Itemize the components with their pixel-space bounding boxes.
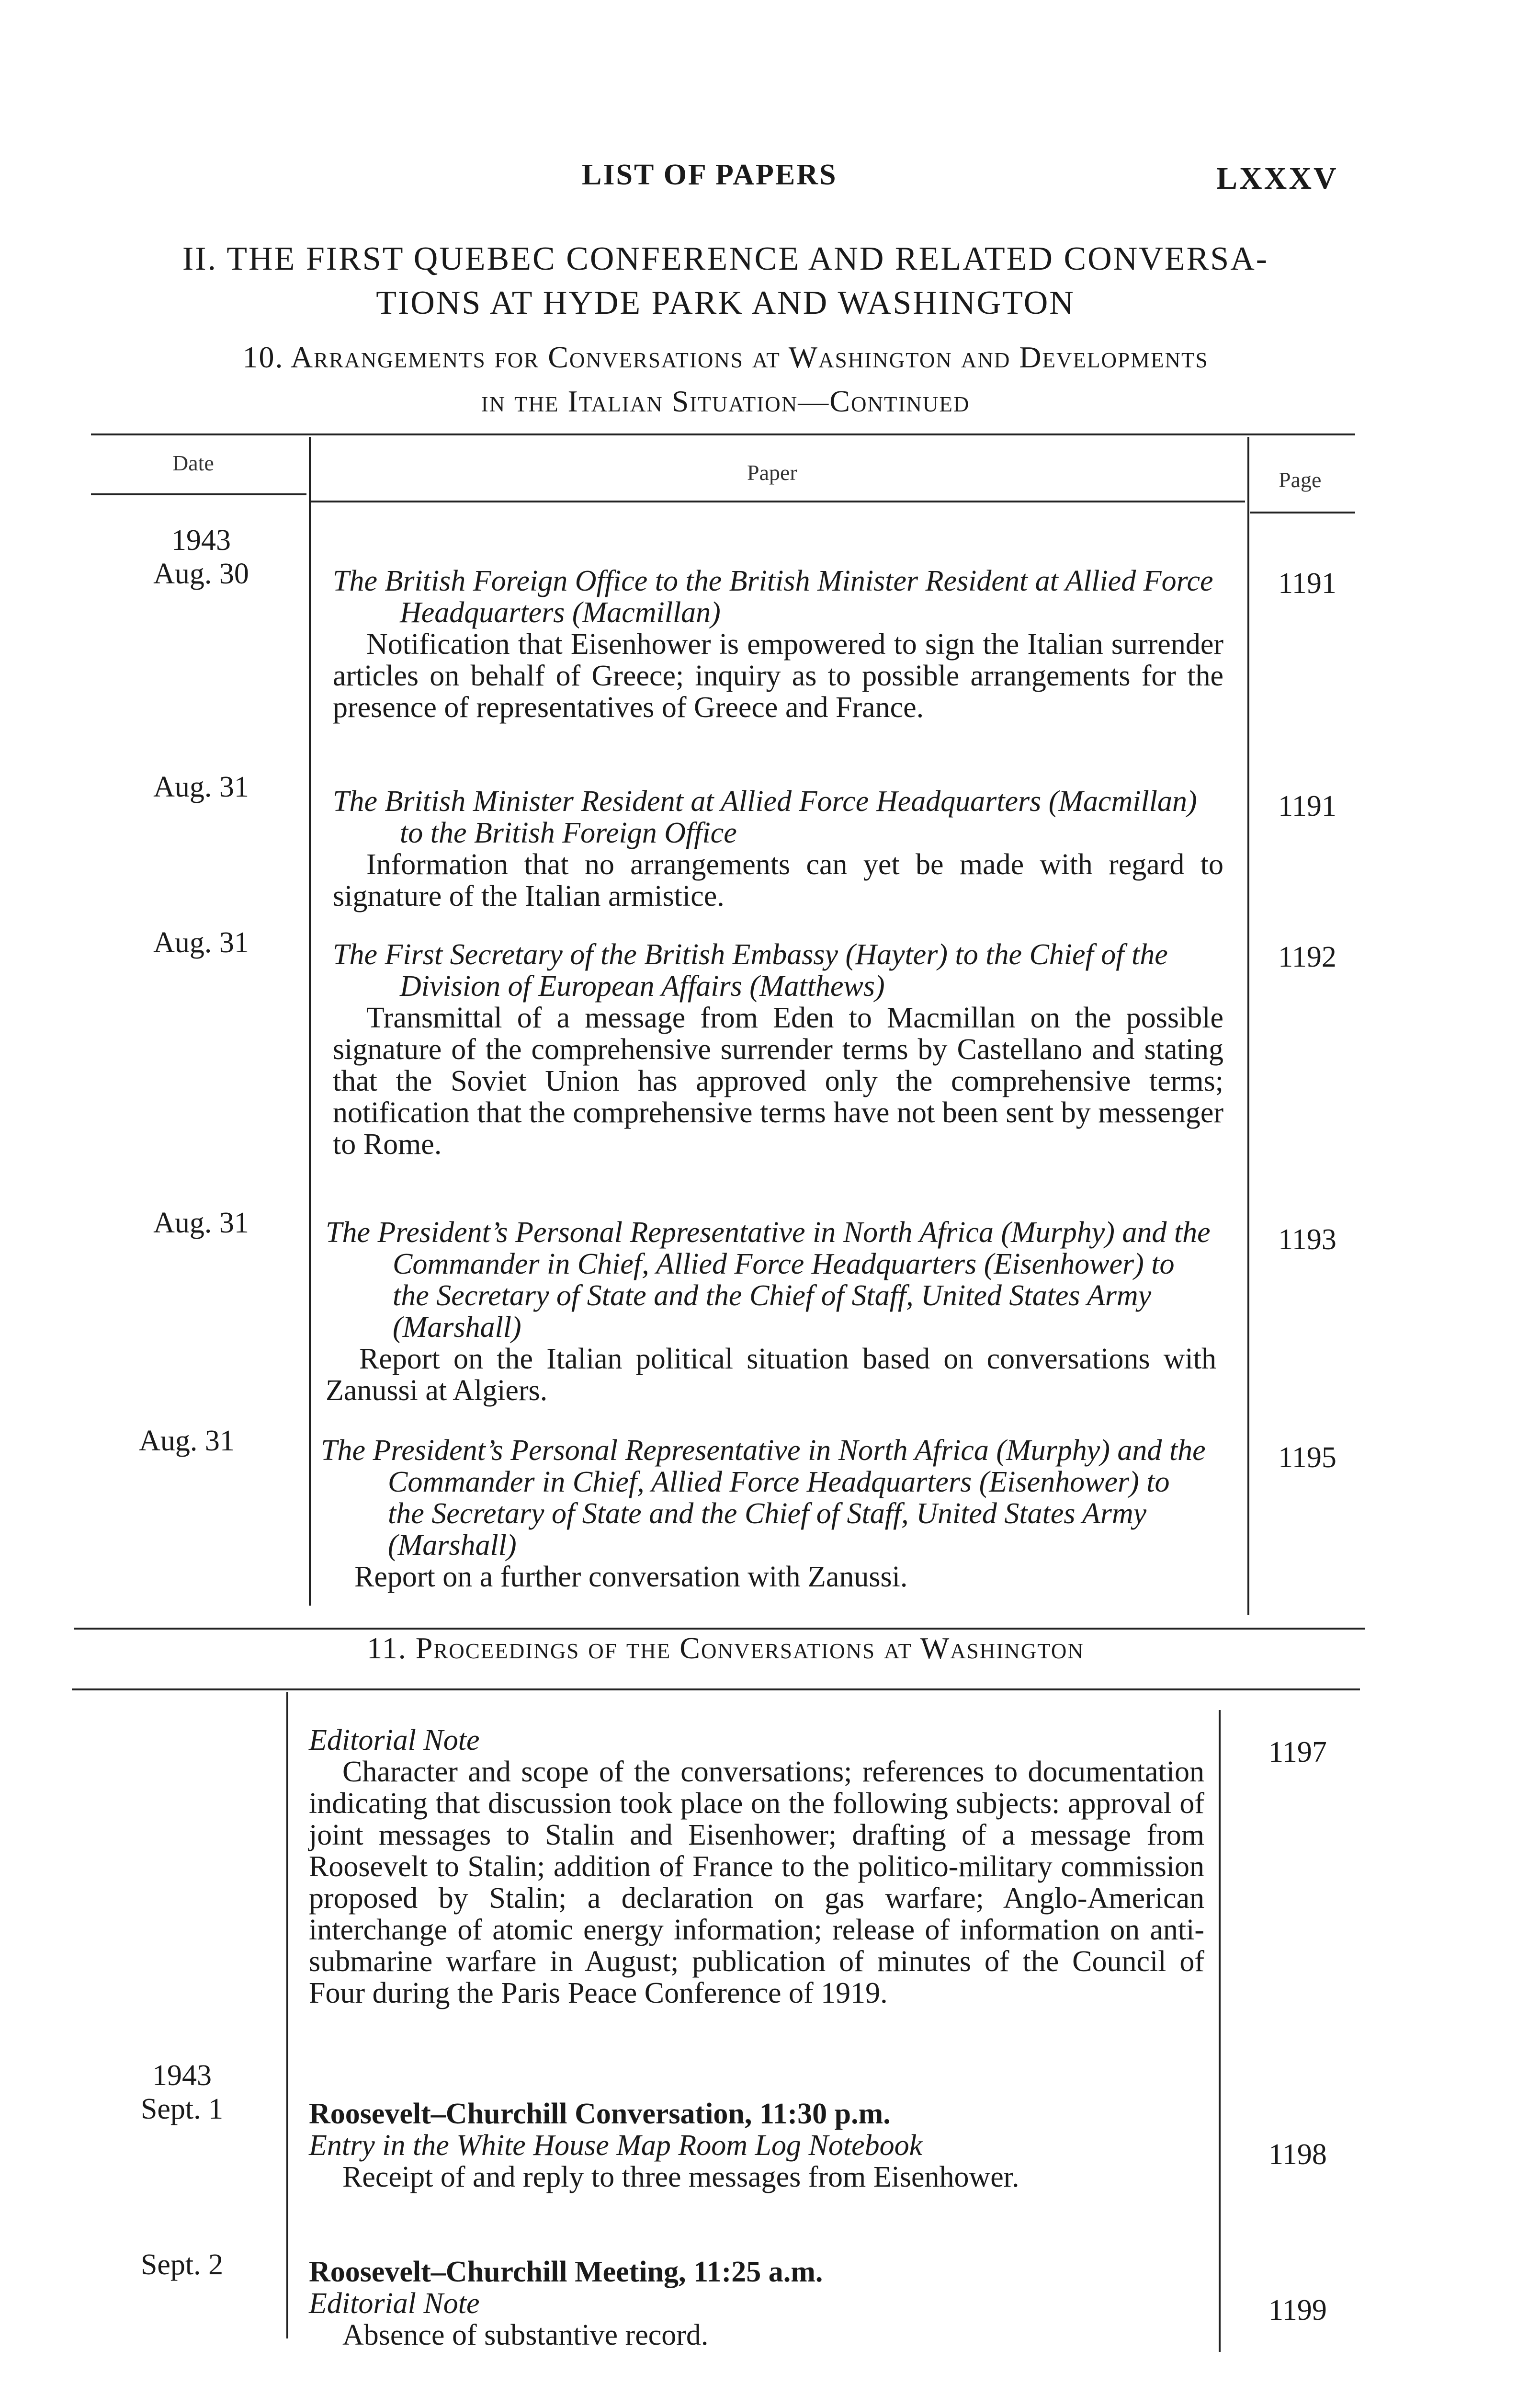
entry-title: Roosevelt–Churchill Conversation, 11:30 p.m.: [309, 2098, 891, 2130]
entry-date: Aug. 31: [153, 771, 249, 803]
entry-subtitle: Entry in the White House Map Room Log Notebook: [309, 2129, 923, 2162]
year-label: 1943: [171, 524, 231, 557]
page-number: LXXXV: [1216, 161, 1338, 196]
list-item: [321, 1435, 1212, 1593]
section-10-title-line-1: 10. Arrangements for Conversations at Washington and Developments: [242, 340, 1209, 374]
entry-date: Sept. 2: [140, 2248, 224, 2281]
list-item: [326, 1217, 1216, 1406]
year-label: 1943: [152, 2059, 212, 2092]
entry-title: Roosevelt–Churchill Meeting, 11:25 a.m.: [309, 2256, 823, 2288]
part-title: [89, 237, 1362, 325]
list-item: [309, 1724, 1204, 2009]
entry-page: 1199: [1268, 2294, 1327, 2327]
entry-description: Absence of substantive record.: [342, 2319, 709, 2351]
entry-date: Aug. 31: [139, 1425, 235, 1457]
entry-subtitle: Editorial Note: [309, 1724, 480, 1756]
entry-date: Aug. 30: [153, 558, 249, 590]
section-10-title-line-2: in the Italian Situation—Continued: [481, 384, 970, 418]
section-11-divider-left: [286, 1692, 288, 2338]
list-item: [333, 786, 1223, 912]
entry-page: 1197: [1268, 1736, 1327, 1768]
entry-page: 1192: [1278, 941, 1336, 973]
table-divider-left: [309, 437, 311, 1606]
entry-title: The British Foreign Office to the British Minister Resident at Allied Force Headquarters (Macmillan): [333, 565, 1213, 629]
entry-description: Report on a further conversation with Zanussi.: [354, 1561, 908, 1593]
entry-title: The President’s Personal Representative in North Africa (Murphy) and the Commander in Chief, Allied Force Headquarters (Eisenhower) to the Secretary of State and the Chief of Staff, United States Army (Marshall): [326, 1216, 1211, 1344]
list-item: [333, 565, 1223, 723]
running-head: LIST OF PAPERS: [582, 159, 838, 191]
column-header-date: Date: [172, 451, 214, 475]
entry-description: Character and scope of the conversations; references to documentation indicating that discussion took place on the following subjects: approval of joint messages to Stalin and Eisenhower; drafting of a message from Roosevelt to Stalin; addition of France to the politico-military commission proposed by Stalin; a declaration on gas warfare; Anglo-American interchange of atomic energy information; release of information on anti-submarine warfare in August; publication of minutes of the Council of Four during the Paris Peace Conference of 1919.: [309, 1756, 1204, 2009]
entry-title: The President’s Personal Representative in North Africa (Murphy) and the Commander in Chief, Allied Force Headquarters (Eisenhower) to the Secretary of State and the Chief of Staff, United States Army (Marshall): [321, 1434, 1206, 1562]
entry-page: 1193: [1278, 1223, 1336, 1256]
list-item: [333, 939, 1223, 1160]
header-rule-page: [1250, 512, 1355, 513]
entry-page: 1191: [1278, 567, 1336, 600]
column-header-page: Page: [1279, 468, 1322, 492]
entry-page: 1191: [1278, 790, 1336, 822]
entry-date: Aug. 31: [153, 926, 249, 959]
part-title-line-1: II. THE FIRST QUEBEC CONFERENCE AND RELATED CONVERSA-: [182, 240, 1269, 277]
entry-description: Transmittal of a message from Eden to Macmillan on the possible signature of the comprehensive surrender terms by Castellano and stating that the Soviet Union has approved only the comprehensive terms; notification that the comprehensive terms have not been sent by messenger to Rome.: [333, 1002, 1223, 1161]
entry-page: 1195: [1278, 1441, 1336, 1474]
section-10-title: [89, 335, 1362, 423]
list-item: [309, 2098, 1204, 2193]
entry-description: Receipt of and reply to three messages from Eisenhower.: [342, 2161, 1019, 2193]
column-header-paper: Paper: [747, 460, 797, 485]
entry-title: The First Secretary of the British Embassy (Hayter) to the Chief of the Division of European Affairs (Matthews): [333, 938, 1168, 1003]
entry-date: Aug. 31: [153, 1207, 249, 1239]
entry-date: Sept. 1: [140, 2093, 224, 2125]
header-rule-paper: [311, 501, 1245, 502]
list-item: [309, 2256, 1204, 2351]
table-top-rule: [91, 433, 1355, 435]
table-divider-right: [1247, 437, 1249, 1615]
section-11-top-rule: [72, 1688, 1360, 1690]
entry-page: 1198: [1268, 2138, 1327, 2171]
section-11-title: 11. Proceedings of the Conversations at Washington: [367, 1631, 1084, 1665]
header-rule-date: [91, 493, 306, 495]
section-11-divider-right: [1219, 1710, 1221, 2352]
entry-description: Notification that Eisenhower is empowered to sign the Italian surrender articles on behalf of Greece; inquiry as to possible arrangements for the presence of representatives of Greece and France.: [333, 628, 1223, 724]
entry-description: Report on the Italian political situation based on conversations with Zanussi at Algiers.: [326, 1343, 1216, 1407]
entry-description: Information that no arrangements can yet be made with regard to signature of the Italian armistice.: [333, 848, 1223, 912]
entry-subtitle: Editorial Note: [309, 2287, 480, 2320]
part-title-line-2: TIONS AT HYDE PARK AND WASHINGTON: [376, 285, 1075, 321]
entry-title: The British Minister Resident at Allied Force Headquarters (Macmillan) to the British Foreign Office: [333, 785, 1197, 849]
